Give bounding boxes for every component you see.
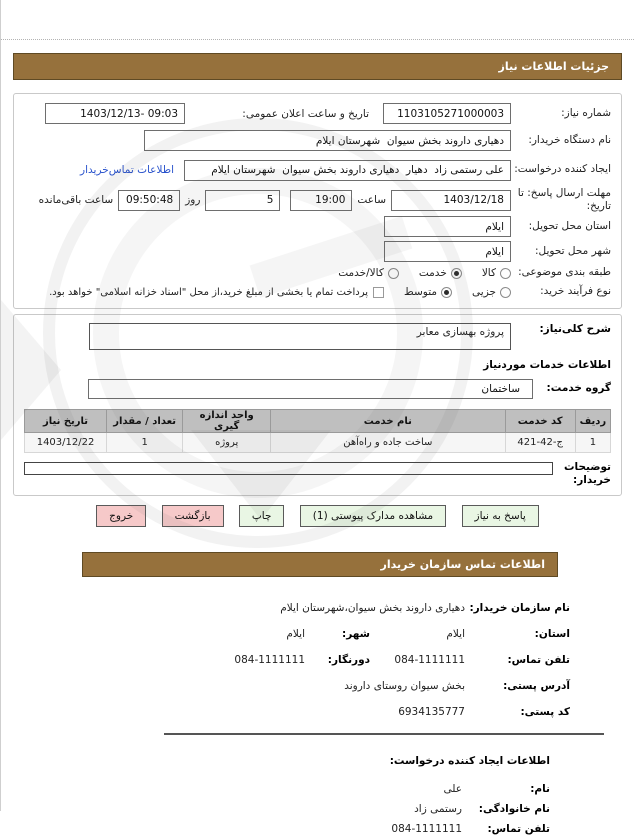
creator-last-name-value: رستمی زاد [414,803,462,816]
postal-address-row [1,673,570,699]
deadline-days-label: روز [185,194,201,206]
process-type-row [24,282,611,302]
request-creator-input[interactable] [184,160,511,181]
buyer-org-label: نام دستگاه خریدار: [528,133,611,146]
need-number-label: شماره نیاز: [561,106,611,119]
deadline-date-input[interactable] [391,190,511,211]
creator-first-name-value: علی [443,783,462,796]
delivery-province-row [24,214,611,239]
section-header-need-details: جزئیات اطلاعات نیاز [13,53,622,80]
creator-phone-row [1,819,550,839]
col-header-service-name: نام خدمت [271,410,505,433]
process-option-medium[interactable] [404,286,452,298]
radio-goods-label: کالا [481,267,496,279]
request-creator-info-block [1,755,550,839]
services-table [24,409,611,453]
radio-service-label: خدمت [418,267,447,279]
classification-option-goods[interactable] [482,267,511,279]
contact-phone-value: 084-1111111 [394,654,465,667]
treasury-payment-option[interactable] [49,287,384,298]
response-deadline-label: مهلت ارسال پاسخ: تا تاریخ: [517,186,611,212]
phone-fax-row [1,647,570,673]
service-group-row [24,377,611,401]
postal-code-value: 6934135777 [398,706,465,719]
buyer-org-input[interactable] [144,130,511,151]
general-description-row [24,323,611,353]
col-header-service-code: کد خدمت [505,410,575,433]
creator-last-name-label: نام خانوادگی: [478,803,550,816]
delivery-city-label: شهر محل تحویل: [535,244,611,257]
buyer-contact-link[interactable]: اطلاعات تماس‌خریدار [80,164,174,176]
creator-first-name-row [1,779,550,799]
section-divider [164,733,604,735]
deadline-hour-input[interactable] [290,190,352,211]
top-separator [1,0,634,40]
need-number-row [24,100,611,127]
cell-need-date: 1403/12/22 [25,433,107,453]
back-button[interactable]: بازگشت [162,505,224,527]
col-header-quantity: تعداد / مقدار [107,410,183,433]
view-attached-docs-button[interactable]: مشاهده مدارک پیوستی (1) [300,505,446,527]
cell-unit: پروژه [183,433,271,453]
radio-service-icon[interactable] [451,268,462,279]
request-creator-label: ایجاد کننده درخواست: [514,163,611,176]
classification-label: طبقه بندی موضوعی: [518,266,611,279]
creator-phone-label: تلفن تماس: [487,823,550,836]
contact-province-label: استان: [534,628,570,641]
org-name-row [1,595,570,621]
buyer-notes-input[interactable] [24,462,553,475]
col-header-unit: واحد اندازه گیری [183,410,271,433]
delivery-city-input[interactable] [384,241,511,262]
buyer-notes-label: توضیحات خریدار: [563,461,611,487]
contact-phone-label: تلفن تماس: [507,654,570,667]
contact-fax-value: 084-1111111 [234,654,305,667]
general-description-label: شرح کلی‌نیاز: [539,323,611,335]
process-type-label: نوع فرآیند خرید: [540,285,611,298]
process-option-partial[interactable] [472,286,511,298]
cell-row-number: 1 [575,433,610,453]
radio-goods-service-icon[interactable] [388,268,399,279]
cell-service-name: ساخت جاده و راه‌آهن [271,433,505,453]
buyer-org-row [24,127,611,154]
request-creator-row [24,154,611,186]
deadline-days-input[interactable] [205,190,280,211]
treasury-note: پرداخت تمام یا بخشی از مبلغ خرید،از محل "اسناد خزانه اسلامی" خواهد بود. [49,286,369,298]
org-name-value: دهیاری داروند بخش سیوان،شهرستان ایلام [280,602,465,615]
postal-address-label: آدرس پستی: [503,680,570,693]
radio-partial-icon[interactable] [500,287,511,298]
province-city-row [1,621,570,647]
col-header-row: ردیف [575,410,610,433]
print-button[interactable]: چاپ [239,505,285,527]
delivery-city-row [24,239,611,264]
action-buttons-row [1,505,634,527]
exit-button[interactable]: خروج [96,505,146,527]
delivery-province-input[interactable] [384,216,511,237]
classification-row [24,264,611,282]
cell-quantity: 1 [107,433,183,453]
postal-address-value: بخش سیوان روستای داروند [344,680,465,693]
remaining-time-label: ساعت باقی‌مانده [38,194,114,206]
contact-province-value: ایلام [446,628,465,641]
creator-first-name-label: نام: [530,783,550,796]
respond-to-need-button[interactable]: پاسخ به نیاز [462,505,539,527]
creator-phone-value: 084-1111111 [391,823,462,836]
need-description-panel [13,314,622,496]
classification-option-goods-service[interactable] [338,267,399,279]
deadline-hour-label: ساعت [357,194,386,206]
creator-last-name-row [1,799,550,819]
org-name-label: نام سازمان خریدار: [469,602,570,615]
radio-goods-service-label: کالا/خدمت [338,267,384,279]
col-header-need-date: تاریخ نیاز [25,410,107,433]
cell-service-code: ج-42-421 [505,433,575,453]
postal-code-row [1,699,570,725]
classification-option-service[interactable] [419,267,462,279]
contact-fax-label: دورنگار: [327,654,370,667]
contact-city-label: شهر: [342,628,370,641]
radio-medium-icon[interactable] [441,287,452,298]
services-table-header-row [25,410,611,433]
buyer-contact-block [1,595,570,725]
response-deadline-row [24,186,611,214]
request-creator-info-title: اطلاعات ایجاد کننده درخواست: [389,755,550,768]
need-info-panel [13,93,622,309]
service-group-input[interactable] [88,379,533,399]
radio-medium-label: متوسط [404,286,438,298]
services-info-title: اطلاعات خدمات موردنیاز [483,359,611,371]
need-number-input[interactable] [383,103,511,124]
general-description-box[interactable]: پروژه بهسازی معابر [89,323,511,350]
service-group-label: گروه خدمت: [546,382,611,395]
treasury-checkbox-icon[interactable] [373,287,384,298]
contact-city-value: ایلام [286,628,305,641]
postal-code-label: کد پستی: [520,706,570,719]
service-table-row [25,433,611,453]
buyer-notes-row [24,461,611,487]
remaining-time-input[interactable] [118,190,180,211]
radio-partial-label: جزیی [472,286,496,298]
radio-goods-icon[interactable] [500,268,511,279]
section-header-buyer-contact: اطلاعات تماس سازمان خریدار [82,552,558,577]
delivery-province-label: استان محل تحویل: [528,219,611,232]
announce-datetime-input[interactable] [45,103,185,124]
announce-datetime-label: تاریخ و ساعت اعلان عمومی: [242,107,369,120]
